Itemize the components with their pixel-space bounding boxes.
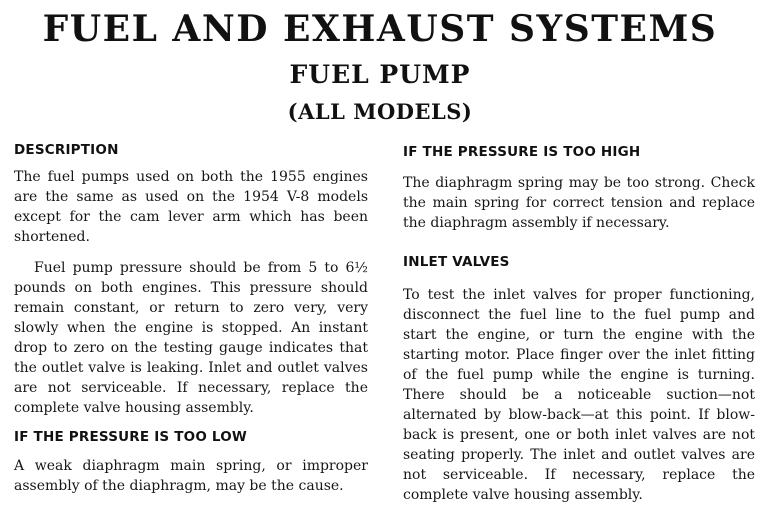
description-paragraph-2: Fuel pump pressure should be from 5 to 6½ pounds on both engines. This pressure should remain constant, or return to zero very, very slowly when the engine is stopped. An instant drop to zero on the testing gauge indicates that the outlet valve is leaking. Inlet and outlet valves are not serviceable. If necessary, replace the complete valve housing assembly. — [14, 260, 368, 416]
models-label: (ALL MODELS) — [287, 99, 473, 124]
section-title: FUEL PUMP — [289, 60, 471, 89]
description-paragraph-1: The fuel pumps used on both the 1955 engines are the same as used on the 1954 V-8 models except for the cam lever arm which has been shortened. — [14, 169, 368, 245]
description-heading: DESCRIPTION — [14, 142, 119, 158]
pressure-too-high-heading: IF THE PRESSURE IS TOO HIGH — [403, 144, 641, 160]
inlet-valves-text: To test the inlet valves for proper functioning, disconnect the fuel line to the fuel pump and start the engine, or turn the engine with the starting motor. Place finger over the inlet fitting of the fuel pump while the engine is turning. There should be a noticeable suction—not alternated by blow-back—at this point. If blow-back is present, one or both inlet valves are not seating properly. The inlet and outlet valves are not serviceable. If necessary, replace the complete valve housing assembly. — [403, 287, 755, 503]
inlet-valves-heading: INLET VALVES — [403, 254, 510, 270]
pressure-too-low-heading: IF THE PRESSURE IS TOO LOW — [14, 429, 247, 445]
pressure-too-low-text: A weak diaphragm main spring, or improper assembly of the diaphragm, may be the cause. — [14, 458, 368, 494]
pressure-too-high-text: The diaphragm spring may be too strong. Check the main spring for correct tension and replace the diaphragm assembly if necessary. — [403, 175, 755, 231]
page-title: FUEL AND EXHAUST SYSTEMS — [42, 8, 718, 50]
